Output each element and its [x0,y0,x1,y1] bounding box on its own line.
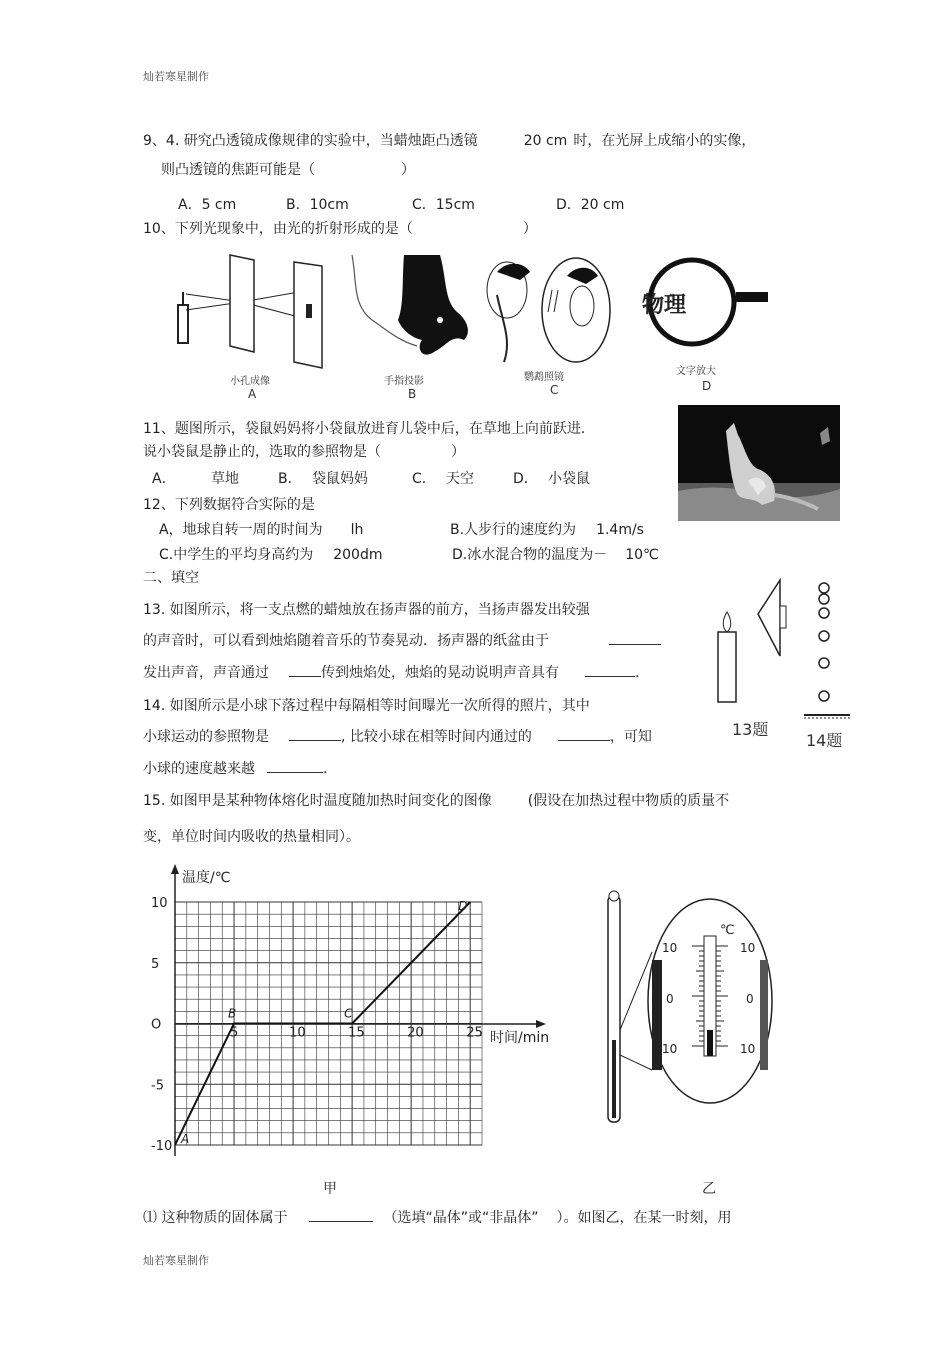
thermo-left-tick-mid: 0 [666,992,674,1006]
q13-blank-3[interactable] [585,662,635,677]
q12-option-d[interactable] [452,544,659,564]
q15-line1 [143,790,729,810]
thermometer-figure [600,890,780,1135]
point-label-a: A [181,1132,190,1146]
kangaroo-photo [678,405,840,521]
q14-line2-c: ，可知 [609,729,652,745]
fig-13-label: 13题 [732,720,769,739]
q13-line3-c: . [635,665,640,681]
q12-option-c[interactable] [159,544,382,564]
q11-opt-d-text[interactable]: 小袋鼠 [548,471,590,487]
q10-line [143,218,537,238]
label-yi: 乙 [702,1181,716,1197]
y-tick-label: 5 [151,956,160,972]
q15-sub1 [143,1207,731,1227]
caption-a: 小孔成像 [230,376,270,387]
q15-sub1-c: ）。如图乙，在某一时刻，用 [556,1210,732,1226]
x-tick-label: 10 [289,1025,306,1041]
q12-option-a[interactable] [159,519,363,539]
chart-series [175,899,470,1146]
label-jia: 甲 [323,1181,337,1197]
q12-option-b[interactable] [450,519,644,539]
zoom-line-bottom [620,1055,652,1070]
q12-d-text: D.冰水混合物的温度为－ [452,547,608,563]
zoom-left-shade [652,960,662,1070]
q10-close: ） [522,221,537,237]
q9-option-b[interactable]: B．10cm [286,197,349,213]
q12-d-value: 10℃ [625,547,659,563]
q14-blank-1[interactable] [289,726,341,741]
q9-line2 [161,159,415,179]
q11-opt-b-text[interactable]: 袋鼠妈妈 [312,471,368,487]
y-tick-label: 10 [151,896,168,911]
q15-line1-b: (假设在加热过程中物质的质量不 [527,793,730,809]
q13-blank-1[interactable] [609,630,661,645]
q13-q14-figures [700,570,860,755]
q11-question: 说小袋鼠是静止的，选取的参照物是（ [143,444,381,460]
zoom-tube [704,936,716,1056]
letter-d: D [702,379,712,393]
q14-blank-2[interactable] [558,726,610,741]
q11-opt-d-letter[interactable]: D． [513,471,538,487]
figure-a-pinhole [178,255,322,368]
q12-c-text: C.中学生的平均身高约为 [159,547,314,563]
y-tick-label: -5 [151,1078,164,1094]
q9-question: 则凸透镜的焦距可能是（ [161,162,315,178]
q11-close: ） [451,444,465,460]
caption-d: 文字放大 [676,366,716,377]
page-footer: 灿若寒星制作 [143,1254,209,1267]
thermo-left-tick-top: 10 [662,941,678,955]
q11-line1: 11、题图所示，袋鼠妈妈将小袋鼠放进育儿袋中后，在草地上向前跃进. [143,421,586,437]
zoom-right-shade [760,960,768,1070]
figure-c-parrot-mirror [487,258,610,362]
q11-opt-b-letter[interactable]: B． [278,471,302,487]
q10-text: 10、下列光现象中，由光的折射形成的是（ [143,221,413,237]
q13-line3-b: 传到烛焰处，烛焰的晃动说明声音具有 [321,665,559,681]
q11-line2 [143,441,465,461]
q15-blank-1[interactable] [309,1207,373,1222]
point-label-d: D [458,899,468,913]
q11-opt-a-letter[interactable]: A． [152,471,176,487]
q13-line2-text: 的声音时，可以看到烛焰随着音乐的节奏晃动．扬声器的纸盆由于 [143,633,549,649]
fig-14-label: 14题 [806,731,843,750]
q9-text: 9、4. 研究凸透镜成像规律的实验中，当蜡烛距凸透镜 [143,133,478,149]
caption-c: 鹦鹉照镜 [524,372,564,383]
x-tick-label: 20 [407,1025,424,1041]
q14-line1: 14. 如图所示是小球下落过程中每隔相等时间曝光一次所得的照片，其中 [143,698,590,714]
x-tick-label: 15 [348,1025,365,1041]
q14-line3 [143,758,327,778]
q9-option-c[interactable]: C．15cm [412,197,475,213]
q12-c-value: 200dm [333,547,383,563]
q9-text-b: 时，在光屏上成缩小的实像， [573,133,756,149]
x-tick-label: 5 [230,1025,239,1041]
temperature-time-chart [140,860,570,1165]
q11-opt-c-letter[interactable]: C． [412,471,436,487]
q12-b-text: B.人步行的速度约为 [450,522,577,538]
letter-c: C [550,383,559,397]
magnifier-text: 物理 [642,293,687,318]
q11-opt-a-text[interactable]: 草地 [211,471,239,487]
q13-blank-2[interactable] [289,662,321,677]
q9-close: ） [401,162,415,178]
q13-line3 [143,662,639,682]
y-tick-label: -10 [151,1139,173,1154]
x-axis-arrow [536,1020,546,1028]
q12-a-text: A，地球自转一周的时间为 [159,522,323,538]
q12-a-value: lh [350,522,364,538]
q15-sub1-a: ⑴ 这种物质的固体属于 [143,1210,288,1226]
y-axis-arrow [171,864,179,874]
falling-balls [804,583,850,718]
zoom-line-top [620,952,652,1030]
q9-distance: 20 cm [523,133,568,149]
x-tick-label: 25 [466,1025,483,1041]
q14-blank-3[interactable] [267,758,323,773]
caption-b: 手指投影 [384,376,424,387]
letter-b: B [408,387,417,400]
q13-line1: 13. 如图所示，将一支点燃的蜡烛放在扬声器的前方，当扬声器发出较强 [143,602,590,618]
q12-title: 12、下列数据符合实际的是 [143,497,315,513]
figure-d-magnifier [642,260,768,344]
thermometer-tube [608,891,620,1122]
q14-line2-b: , 比较小球在相等时间内通过的 [341,729,532,745]
section-fill-in: 二、填空 [143,570,199,586]
q14-line3-a: 小球的速度越来越 [143,761,255,777]
q11-opt-c-text[interactable]: 天空 [446,471,474,487]
figure-b-hand-shadow [352,255,468,355]
q14-line2 [143,726,652,746]
speaker [758,580,786,656]
q10-figures [172,250,772,400]
q15-sub1-b: （选填“晶体”或“非晶体” [383,1210,539,1226]
y-axis-label: 温度/℃ [182,870,231,886]
q9-option-a[interactable]: A．5 cm [178,197,237,213]
thermo-right-tick-top: 10 [740,941,756,955]
q9-option-d[interactable]: D．20 cm [556,197,625,213]
candle [718,612,736,702]
x-axis-label: 时间/min [490,1030,550,1046]
y-tick-label: O [151,1017,162,1033]
thermo-right-tick-mid: 0 [746,992,754,1006]
q15-line1-a: 15. 如图甲是某种物体熔化时温度随加热时间变化的图像 [143,793,492,809]
q12-b-value: 1.4m/s [596,522,644,538]
point-label-b: B [228,1006,237,1021]
page-header: 灿若寒星制作 [143,70,209,83]
letter-a: A [248,387,257,400]
q13-line2 [143,630,661,650]
q14-line3-b: . [323,761,328,777]
q15-line2: 变，单位时间内吸收的热量相同）。 [143,829,360,845]
q13-line3-a: 发出声音，声音通过 [143,665,269,681]
thermo-right-tick-bottom: 10 [740,1042,756,1056]
thermo-left-tick-bottom: 10 [662,1042,678,1056]
thermometer-unit: ℃ [720,923,735,938]
q14-line2-a: 小球运动的参照物是 [143,729,269,745]
q9-line1 [143,130,755,150]
point-label-c: C [344,1006,353,1021]
